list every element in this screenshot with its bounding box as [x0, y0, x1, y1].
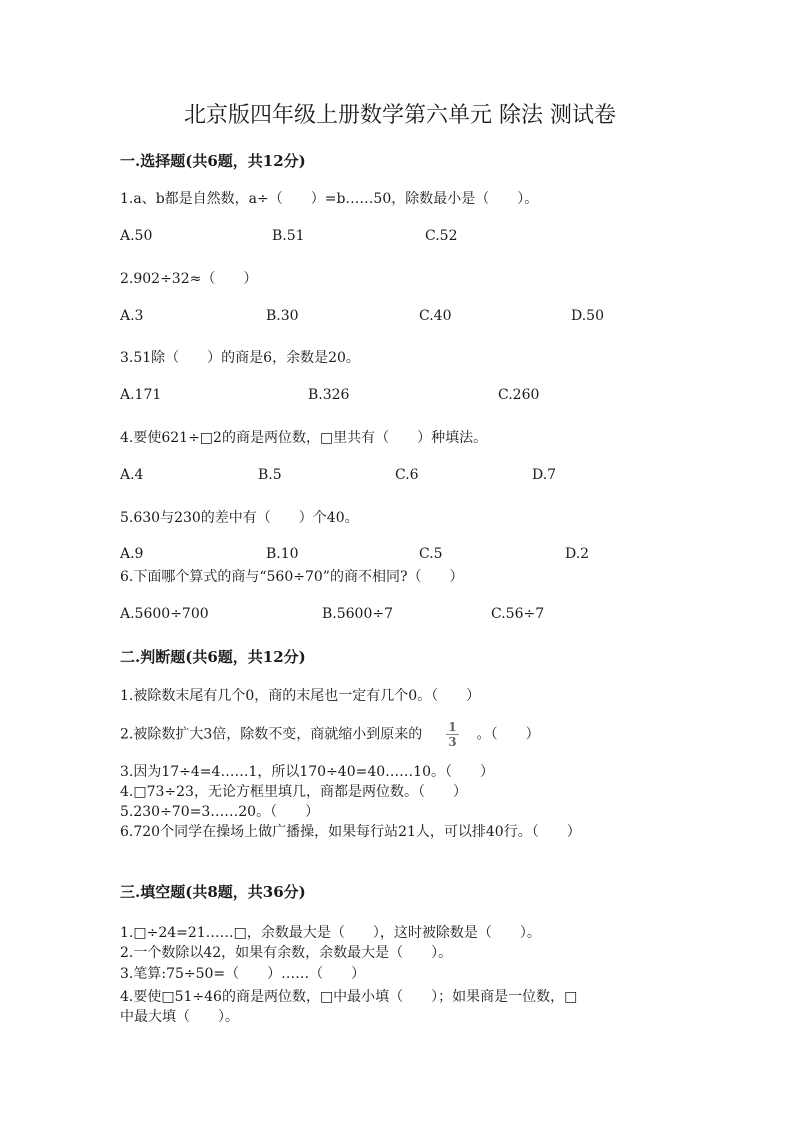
- fraction-numerator: 1: [448, 720, 457, 734]
- choice-1-option-c: C.52: [425, 228, 458, 244]
- choice-2-option-c: C.40: [419, 308, 452, 324]
- fill-question-3: 3.笔算:75÷50=（ ）……（ ）: [120, 966, 366, 982]
- section-heading-judgment: 二.判断题(共6题，共12分): [120, 648, 306, 666]
- judgment-question-4: 4.□73÷23，无论方框里填几，商都是两位数。（ ）: [120, 784, 467, 800]
- choice-6-option-a: A.5600÷700: [120, 606, 209, 622]
- judgment-question-3: 3.因为17÷4=4……1，所以170÷40=40……10。（ ）: [120, 764, 494, 780]
- choice-1-option-a: A.50: [120, 228, 153, 244]
- choice-question-6: 6.下面哪个算式的商与“560÷70”的商不相同?（ ）: [120, 569, 464, 585]
- judgment-question-2-text: 2.被除数扩大3倍，除数不变，商就缩小到原来的: [120, 726, 423, 743]
- choice-5-option-a: A.9: [120, 546, 144, 562]
- choice-4-option-b: B.5: [258, 467, 282, 483]
- choice-3-option-b: B.326: [308, 387, 350, 403]
- choice-6-option-b: B.5600÷7: [322, 606, 394, 622]
- choice-question-1: 1.a、b都是自然数，a÷（ ）=b……50，除数最小是（ ）。: [120, 191, 539, 207]
- choice-6-option-c: C.56÷7: [491, 606, 545, 622]
- fraction-denominator: 3: [448, 735, 457, 749]
- fill-question-2: 2.一个数除以42，如果有余数，余数最大是（ ）。: [120, 945, 453, 961]
- choice-2-option-b: B.30: [266, 308, 299, 324]
- fill-question-4-line-2: 中最大填（ ）。: [120, 1009, 239, 1025]
- judgment-question-1: 1.被除数末尾有几个0，商的末尾也一定有几个0。（ ）: [120, 688, 481, 704]
- choice-4-option-c: C.6: [395, 467, 419, 483]
- choice-4-option-a: A.4: [120, 467, 144, 483]
- choice-5-option-b: B.10: [266, 546, 299, 562]
- choice-2-option-a: A.3: [120, 308, 144, 324]
- choice-question-4: 4.要使621÷□2的商是两位数，□里共有（ ）种填法。: [120, 430, 488, 446]
- judgment-question-2-tail: 。（ ）: [476, 726, 540, 743]
- choice-question-2: 2.902÷32≈（ ）: [120, 271, 258, 287]
- fraction-one-third: [446, 720, 458, 749]
- choice-3-option-c: C.260: [498, 387, 540, 403]
- choice-5-option-c: C.5: [419, 546, 443, 562]
- choice-question-3: 3.51除（ ）的商是6，余数是20。: [120, 350, 360, 366]
- fill-question-4-line-1: 4.要使□51÷46的商是两位数，□中最小填（ ）；如果商是一位数，□: [120, 989, 578, 1005]
- choice-4-option-d: D.7: [532, 467, 557, 483]
- fill-question-1: 1.□÷24=21……□，余数最大是（ ），这时被除数是（ ）。: [120, 925, 541, 941]
- section-heading-choice: 一.选择题(共6题，共12分): [120, 152, 306, 170]
- choice-5-option-d: D.2: [565, 546, 590, 562]
- choice-1-option-b: B.51: [272, 228, 305, 244]
- page-title: 北京版四年级上册数学第六单元 除法 测试卷: [184, 103, 616, 128]
- choice-3-option-a: A.171: [120, 387, 162, 403]
- choice-2-option-d: D.50: [571, 308, 604, 324]
- section-heading-fill-blank: 三.填空题(共8题，共36分): [120, 883, 306, 901]
- judgment-question-2: [120, 720, 540, 749]
- judgment-question-6: 6.720个同学在操场上做广播操，如果每行站21人，可以排40行。（ ）: [120, 824, 581, 840]
- judgment-question-5: 5.230÷70=3……20。（ ）: [120, 804, 320, 820]
- choice-question-5: 5.630与230的差中有（ ）个40。: [120, 510, 359, 526]
